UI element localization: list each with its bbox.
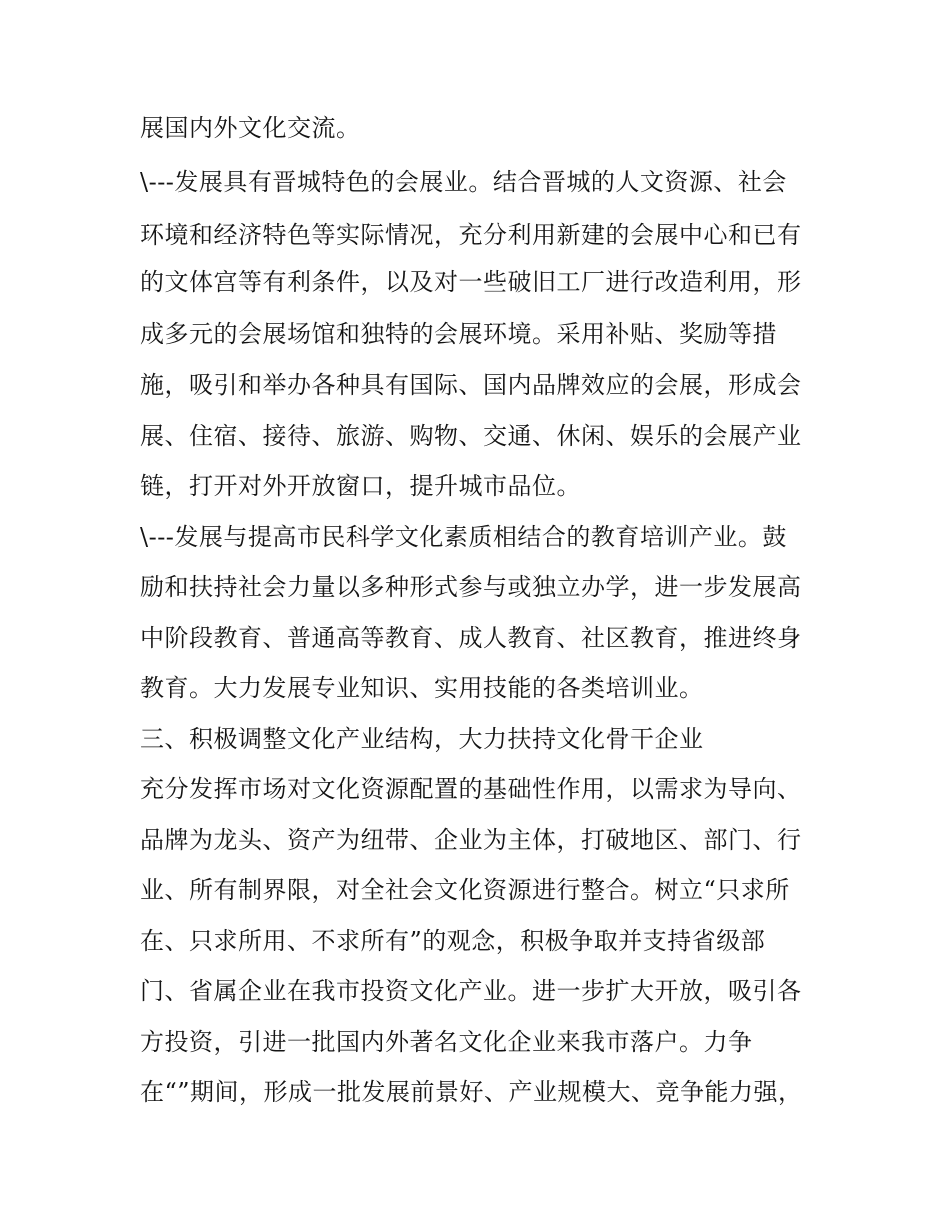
text-line: 中阶段教育、普通高等教育、成人教育、社区教育，推进终身	[140, 624, 802, 652]
text-line: \---发展具有晋城特色的会展业。结合晋城的人文资源、社会	[140, 168, 787, 196]
text-line: 施，吸引和举办各种具有国际、国内品牌效应的会展，形成会	[140, 371, 802, 399]
text-line: 方投资，引进一批国内外著名文化企业来我市落户。力争	[140, 1028, 753, 1056]
text-line: 品牌为龙头、资产为纽带、企业为主体，打破地区、部门、行	[140, 826, 802, 854]
text-line: 在、只求所用、不求所有”的观念，积极争取并支持省级部	[140, 927, 766, 955]
text-line: 教育。大力发展专业知识、实用技能的各类培训业。	[140, 674, 704, 702]
text-line: 成多元的会展场馆和独特的会展环境。采用补贴、奖励等措	[140, 320, 777, 348]
text-line: 展国内外文化交流。	[140, 114, 361, 142]
text-line: 门、省属企业在我市投资文化产业。进一步扩大开放，吸引各	[140, 977, 802, 1005]
text-line: 环境和经济特色等实际情况，充分利用新建的会展中心和已有	[140, 221, 802, 249]
text-line: 业、所有制界限，对全社会文化资源进行整合。树立“只求所	[140, 876, 790, 904]
text-line: 展、住宿、接待、旅游、购物、交通、休闲、娱乐的会展产业	[140, 422, 802, 450]
text-line: \---发展与提高市民科学文化素质相结合的教育培训产业。鼓	[140, 523, 787, 551]
text-line: 励和扶持社会力量以多种形式参与或独立办学，进一步发展高	[140, 573, 802, 601]
text-line: 充分发挥市场对文化资源配置的基础性作用，以需求为导向、	[140, 775, 802, 803]
text-line: 的文体宫等有利条件，以及对一些破旧工厂进行改造利用，形	[140, 268, 802, 296]
section-heading: 三、积极调整文化产业结构，大力扶持文化骨干企业	[140, 725, 704, 753]
text-line: 链，打开对外开放窗口，提升城市品位。	[140, 472, 581, 500]
text-line: 在“”期间，形成一批发展前景好、产业规模大、竞争能力强，	[140, 1078, 803, 1106]
